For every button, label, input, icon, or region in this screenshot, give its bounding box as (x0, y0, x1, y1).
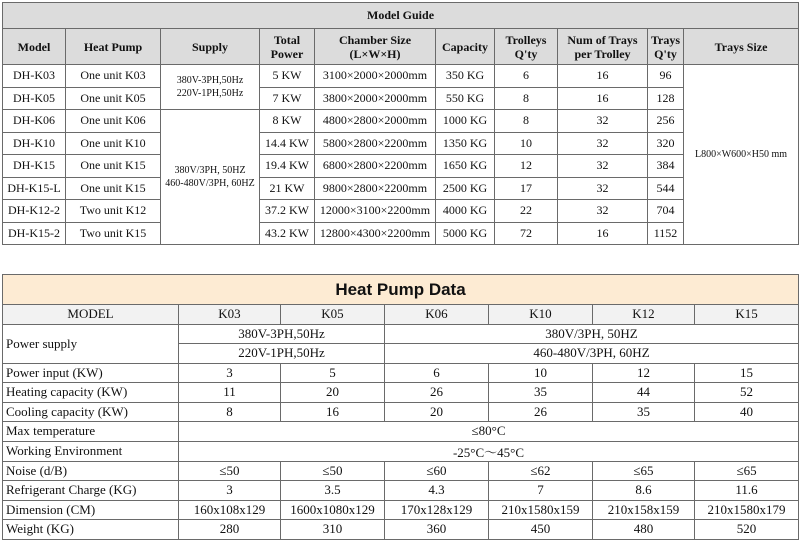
cell-size: 4800×2800×2000mm (315, 110, 436, 133)
cell-power: 8 KW (260, 110, 315, 133)
model-guide-table (2, 2, 799, 245)
cell-value: 310 (281, 520, 385, 540)
cell-value: 360 (385, 520, 489, 540)
header-trays-per-trolley: Num of Trays per Trolley (558, 29, 648, 65)
cell-trolleys: 8 (495, 87, 558, 110)
table-row (3, 383, 799, 403)
cell-trays: 256 (648, 110, 684, 133)
cell-value: 15 (695, 363, 799, 383)
cell-trays: 1152 (648, 222, 684, 245)
row-label: Dimension (CM) (3, 500, 179, 520)
row-label: Cooling capacity (KW) (3, 402, 179, 422)
cell-size: 3100×2000×2000mm (315, 65, 436, 88)
header-trays-size: Trays Size (684, 29, 799, 65)
cell-pump: Two unit K12 (66, 200, 161, 223)
cell-trays: 320 (648, 132, 684, 155)
model-k15: K15 (695, 305, 799, 325)
header-chamber-size: Chamber Size (L×W×H) (315, 29, 436, 65)
cell-value: 450 (489, 520, 593, 540)
cell-size: 9800×2800×2200mm (315, 177, 436, 200)
cell-capacity: 350 KG (436, 65, 495, 88)
cell-trays: 96 (648, 65, 684, 88)
heat-pump-data-table (2, 274, 799, 540)
cell-trolleys: 8 (495, 110, 558, 133)
cell-value: 3 (179, 481, 281, 501)
cell-value: 10 (489, 363, 593, 383)
row-label: Weight (KG) (3, 520, 179, 540)
cell-value: 44 (593, 383, 695, 403)
cell-value: 280 (179, 520, 281, 540)
table-row (3, 520, 799, 540)
cell-trays: 384 (648, 155, 684, 178)
model-k10: K10 (489, 305, 593, 325)
cell-value: 20 (385, 402, 489, 422)
table-row (3, 65, 799, 88)
header-supply: Supply (161, 29, 260, 65)
cell-pump: One unit K15 (66, 155, 161, 178)
header-trays-qty: Trays Q'ty (648, 29, 684, 65)
cell-value: 480 (593, 520, 695, 540)
header-heat-pump: Heat Pump (66, 29, 161, 65)
cell-capacity: 1350 KG (436, 132, 495, 155)
cell-value: 7 (489, 481, 593, 501)
cell-value: ≤62 (489, 461, 593, 481)
model-k06: K06 (385, 305, 489, 325)
cell-trays: 128 (648, 87, 684, 110)
cell-per-trolley: 32 (558, 132, 648, 155)
cell-value: 210x1580x179 (695, 500, 799, 520)
cell-power: 7 KW (260, 87, 315, 110)
cell-per-trolley: 16 (558, 65, 648, 88)
cell-value: 26 (489, 402, 593, 422)
cell-pump: One unit K10 (66, 132, 161, 155)
cell-value: 12 (593, 363, 695, 383)
cell-power: 19.4 KW (260, 155, 315, 178)
cell-model: DH-K12-2 (3, 200, 66, 223)
row-label: Power input (KW) (3, 363, 179, 383)
model-k05: K05 (281, 305, 385, 325)
table-row (3, 200, 799, 223)
table-row (3, 132, 799, 155)
cell-value: 20 (281, 383, 385, 403)
cell-trolleys: 72 (495, 222, 558, 245)
cell-value: ≤60 (385, 461, 489, 481)
table-row (3, 481, 799, 501)
model-label: MODEL (3, 305, 179, 325)
cell-value: ≤50 (179, 461, 281, 481)
cell-capacity: 550 KG (436, 87, 495, 110)
cell-value: 8.6 (593, 481, 695, 501)
cell-per-trolley: 32 (558, 155, 648, 178)
cell-trolleys: 10 (495, 132, 558, 155)
cell-pump: One unit K06 (66, 110, 161, 133)
cell-trolleys: 12 (495, 155, 558, 178)
supply-line: 220V-1PH,50Hz (176, 88, 244, 99)
cell-pump: One unit K05 (66, 87, 161, 110)
supply-line: 460-480V/3PH, 60HZ (165, 178, 255, 189)
power-supply-label: Power supply (3, 324, 179, 363)
cell-value: 35 (593, 402, 695, 422)
cell-value: 6 (385, 363, 489, 383)
model-k03: K03 (179, 305, 281, 325)
table-row (3, 177, 799, 200)
supply-line: 380V-3PH,50Hz (176, 75, 244, 86)
model-guide-title: Model Guide (3, 3, 799, 29)
cell-power: 5 KW (260, 65, 315, 88)
table-row (3, 305, 799, 325)
cell-trolleys: 6 (495, 65, 558, 88)
max-temp-value: ≤80°C (179, 422, 799, 442)
heat-pump-title: Heat Pump Data (3, 275, 799, 305)
cell-value: 3.5 (281, 481, 385, 501)
cell-value: 1600x1080x129 (281, 500, 385, 520)
cell-per-trolley: 32 (558, 110, 648, 133)
cell-value: 4.3 (385, 481, 489, 501)
cell-value: 160x108x129 (179, 500, 281, 520)
cell-supply-b (161, 110, 260, 245)
row-label: Refrigerant Charge (KG) (3, 481, 179, 501)
cell-value: 210x158x159 (593, 500, 695, 520)
cell-trays: 704 (648, 200, 684, 223)
cell-power: 43.2 KW (260, 222, 315, 245)
cell-size: 12800×4300×2200mm (315, 222, 436, 245)
header-capacity: Capacity (436, 29, 495, 65)
cell-per-trolley: 32 (558, 200, 648, 223)
power-supply-b1: 380V/3PH, 50HZ (385, 324, 799, 344)
cell-value: 26 (385, 383, 489, 403)
header-model: Model (3, 29, 66, 65)
power-supply-a2: 220V-1PH,50Hz (179, 344, 385, 364)
cell-per-trolley: 16 (558, 222, 648, 245)
cell-size: 6800×2800×2200mm (315, 155, 436, 178)
header-total-power: Total Power (260, 29, 315, 65)
cell-value: 40 (695, 402, 799, 422)
cell-value: 11.6 (695, 481, 799, 501)
table-row (3, 222, 799, 245)
work-env-value: -25°C～45°C (179, 441, 799, 461)
table-row (3, 363, 799, 383)
table-row (3, 87, 799, 110)
cell-value: ≤65 (593, 461, 695, 481)
cell-per-trolley: 32 (558, 177, 648, 200)
power-supply-b2: 460-480V/3PH, 60HZ (385, 344, 799, 364)
row-label: Working Environment (3, 441, 179, 461)
table-row (3, 500, 799, 520)
header-trolleys: Trolleys Q'ty (495, 29, 558, 65)
cell-model: DH-K06 (3, 110, 66, 133)
cell-model: DH-K05 (3, 87, 66, 110)
cell-value: 8 (179, 402, 281, 422)
cell-trolleys: 22 (495, 200, 558, 223)
cell-value: 52 (695, 383, 799, 403)
table-row (3, 441, 799, 461)
cell-trays: 544 (648, 177, 684, 200)
cell-capacity: 2500 KG (436, 177, 495, 200)
cell-power: 14.4 KW (260, 132, 315, 155)
cell-power: 21 KW (260, 177, 315, 200)
cell-capacity: 5000 KG (436, 222, 495, 245)
cell-value: ≤65 (695, 461, 799, 481)
cell-trolleys: 17 (495, 177, 558, 200)
cell-power: 37.2 KW (260, 200, 315, 223)
cell-capacity: 1000 KG (436, 110, 495, 133)
table-row (3, 110, 799, 133)
table-row (3, 402, 799, 422)
cell-value: 11 (179, 383, 281, 403)
cell-size: 3800×2000×2000mm (315, 87, 436, 110)
cell-model: DH-K03 (3, 65, 66, 88)
row-label: Max temperature (3, 422, 179, 442)
cell-value: 16 (281, 402, 385, 422)
table-row (3, 324, 799, 344)
cell-pump: Two unit K15 (66, 222, 161, 245)
cell-model: DH-K15-2 (3, 222, 66, 245)
cell-supply-a (161, 65, 260, 110)
table-row (3, 155, 799, 178)
cell-model: DH-K15-L (3, 177, 66, 200)
model-k12: K12 (593, 305, 695, 325)
cell-model: DH-K10 (3, 132, 66, 155)
table-row (3, 461, 799, 481)
cell-value: ≤50 (281, 461, 385, 481)
cell-model: DH-K15 (3, 155, 66, 178)
cell-per-trolley: 16 (558, 87, 648, 110)
cell-trays-size: L800×W600×H50 mm (684, 65, 799, 245)
cell-value: 3 (179, 363, 281, 383)
cell-pump: One unit K15 (66, 177, 161, 200)
cell-value: 210x1580x159 (489, 500, 593, 520)
power-supply-a1: 380V-3PH,50Hz (179, 324, 385, 344)
cell-capacity: 1650 KG (436, 155, 495, 178)
cell-value: 5 (281, 363, 385, 383)
supply-line: 380V/3PH, 50HZ (174, 165, 246, 176)
cell-size: 5800×2800×2200mm (315, 132, 436, 155)
cell-pump: One unit K03 (66, 65, 161, 88)
cell-value: 520 (695, 520, 799, 540)
cell-value: 170x128x129 (385, 500, 489, 520)
cell-capacity: 4000 KG (436, 200, 495, 223)
row-label: Heating capacity (KW) (3, 383, 179, 403)
row-label: Noise (d/B) (3, 461, 179, 481)
cell-value: 35 (489, 383, 593, 403)
table-row (3, 422, 799, 442)
cell-size: 12000×3100×2200mm (315, 200, 436, 223)
